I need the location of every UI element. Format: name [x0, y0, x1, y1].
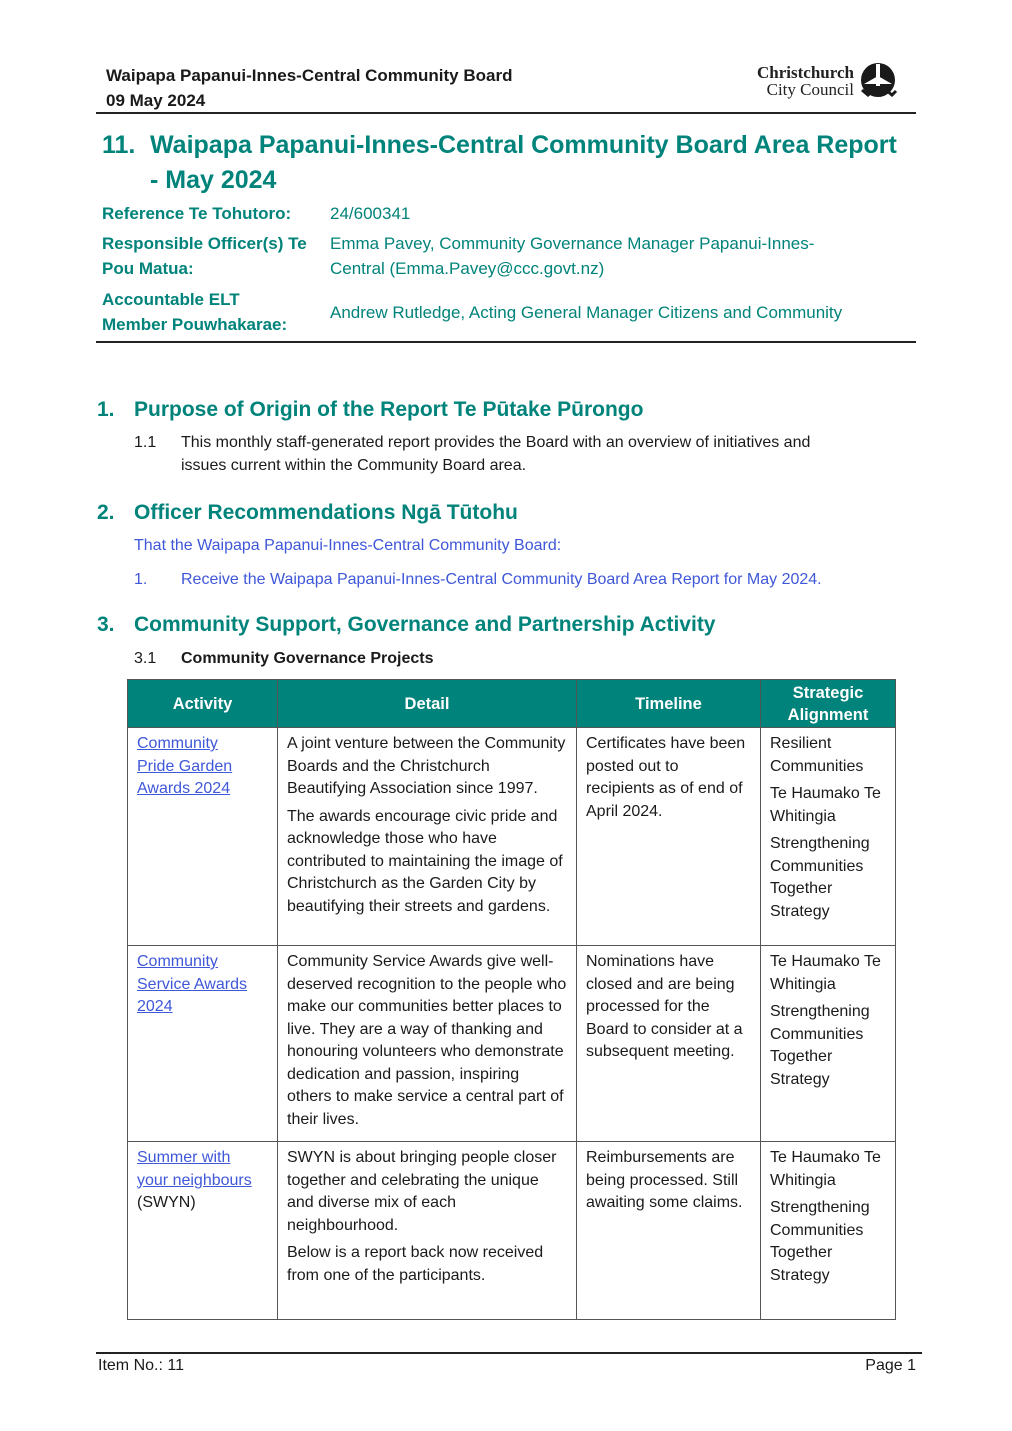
- table-row: [128, 728, 896, 946]
- officer-label-1: Responsible Officer(s) Te: [102, 234, 307, 253]
- alignment-item: Te Haumako Te Whitingia: [770, 785, 881, 825]
- detail-paragraph: Community Service Awards give well-deserved recognition to the people who make our communities better places to live. They are a way of thanking and honouring volunteers who demonstrate dedication and passion, inspiring others to make service a central part of their lives.: [287, 953, 567, 1128]
- header-activity: Activity: [128, 680, 278, 728]
- recommendation-number: 1.: [134, 571, 148, 588]
- officer-value-1: Emma Pavey, Community Governance Manager Papanui-Innes-: [330, 234, 815, 253]
- meeting-date: 09 May 2024: [106, 91, 206, 110]
- subsection-3-1-number: 3.1: [134, 650, 157, 667]
- section-3-number: 3.: [97, 613, 115, 636]
- item-1-1-line-1: This monthly staff-generated report provides the Board with an overview of initiatives and: [181, 434, 811, 451]
- page-header: [96, 62, 916, 114]
- report-title-line-2: - May 2024: [150, 166, 277, 194]
- section-2-number: 2.: [97, 501, 115, 524]
- logo-line-1: Christchurch: [757, 63, 854, 82]
- timeline-cell: Nominations have closed and are being processed for the Board to consider at a subsequent meeting.: [577, 946, 761, 1142]
- detail-cell: [278, 728, 577, 946]
- section-3-title: Community Support, Governance and Partnership Activity: [134, 613, 716, 636]
- elt-value: Andrew Rutledge, Acting General Manager Citizens and Community: [330, 303, 843, 322]
- governance-projects-table: [127, 679, 896, 1320]
- elt-label-2: Member Pouwhakarae:: [102, 315, 288, 334]
- item-1-1-number: 1.1: [134, 434, 157, 451]
- report-metadata: [96, 198, 916, 343]
- alignment-cell: [761, 946, 896, 1142]
- alignment-item: Strengthening Communities Together Strategy: [770, 1003, 870, 1088]
- section-2-heading: [97, 499, 518, 527]
- officer-value-2: Central (Emma.Pavey@ccc.govt.nz): [330, 259, 605, 278]
- item-number: Item No.: 11: [98, 1357, 184, 1374]
- header-detail: Detail: [278, 680, 577, 728]
- detail-paragraph: Below is a report back now received from one of the participants.: [287, 1244, 544, 1284]
- detail-cell: [278, 946, 577, 1142]
- header-strategic-line-2: Alignment: [787, 705, 869, 724]
- cathedral-logo-icon: [858, 62, 898, 102]
- recommendation-text: Receive the Waipapa Papanui-Innes-Central Community Board Area Report for May 2024.: [181, 571, 822, 588]
- activity-cell: [128, 946, 278, 1142]
- board-name: Waipapa Papanui-Innes-Central Community Board: [106, 66, 513, 85]
- section-1-title: Purpose of Origin of the Report Te Pūtake Pūrongo: [134, 398, 644, 421]
- logo-line-2: City Council: [766, 80, 854, 99]
- activity-link-line-2[interactable]: Pride Garden: [137, 757, 233, 775]
- activity-link-line-3[interactable]: Awards 2024: [137, 780, 231, 797]
- elt-label-1: Accountable ELT: [102, 290, 240, 309]
- activity-link-line-1[interactable]: Community: [137, 735, 218, 752]
- table-header-row: [128, 680, 896, 728]
- page-footer: [96, 1352, 922, 1376]
- detail-cell: [278, 1142, 577, 1320]
- detail-paragraph: The awards encourage civic pride and acknowledge those who have contributed to maintaining the image of Christchurch as the Garden City by beautifying their streets and gardens.: [287, 807, 563, 915]
- item-1-1-line-2: issues current within the Community Board area.: [181, 457, 527, 474]
- activity-cell: [128, 728, 278, 946]
- report-title-line-1: Waipapa Papanui-Innes-Central Community Board Area Report: [150, 131, 897, 159]
- activity-suffix: (SWYN): [137, 1194, 196, 1211]
- activity-link-line-1[interactable]: Summer with: [137, 1149, 231, 1166]
- alignment-cell: [761, 728, 896, 946]
- activity-cell: [128, 1142, 278, 1320]
- alignment-item: Strengthening Communities Together Strategy: [770, 835, 870, 920]
- officer-label-2: Pou Matua:: [102, 259, 194, 278]
- alignment-cell: [761, 1142, 896, 1320]
- section-1-number: 1.: [97, 398, 115, 421]
- header-strategic-line-1: Strategic: [792, 683, 864, 702]
- alignment-item: Te Haumako Te Whitingia: [770, 953, 881, 993]
- header-strategic-alignment: [761, 680, 896, 728]
- alignment-item: Resilient Communities: [770, 735, 864, 775]
- section-1-heading: [97, 396, 643, 424]
- alignment-item: Te Haumako Te Whitingia: [770, 1149, 881, 1189]
- header-timeline: Timeline: [577, 680, 761, 728]
- activity-link-line-3[interactable]: 2024: [137, 998, 173, 1015]
- item-1-1-text: [181, 431, 901, 477]
- timeline-cell: Certificates have been posted out to recipients as of end of April 2024.: [577, 728, 761, 946]
- activity-link-line-2[interactable]: your neighbours: [137, 1171, 252, 1189]
- detail-paragraph: SWYN is about bringing people closer together and celebrating the unique and diverse mix of each neighbourhood.: [287, 1149, 557, 1234]
- activity-link-line-2[interactable]: Service Awards: [137, 975, 247, 993]
- section-3-heading: [97, 611, 716, 639]
- subsection-3-1-title: Community Governance Projects: [181, 650, 434, 667]
- alignment-item: Strengthening Communities Together Strategy: [770, 1199, 870, 1284]
- recommendation-intro: That the Waipapa Papanui-Innes-Central Community Board:: [134, 537, 562, 554]
- reference-value: 24/600341: [330, 204, 411, 223]
- section-2-title: Officer Recommendations Ngā Tūtohu: [134, 501, 518, 524]
- detail-paragraph: A joint venture between the Community Boards and the Christchurch Beautifying Association since 1997.: [287, 735, 566, 797]
- page-number: Page 1: [865, 1357, 916, 1374]
- report-number: 11.: [102, 131, 136, 159]
- table-row: [128, 946, 896, 1142]
- timeline-cell: Reimbursements are being processed. Still awaiting some claims.: [577, 1142, 761, 1320]
- report-title: [102, 128, 922, 198]
- reference-label: Reference Te Tohutoro:: [102, 204, 292, 223]
- table-row: [128, 1142, 896, 1320]
- activity-link-line-1[interactable]: Community: [137, 953, 218, 970]
- council-logo: [738, 62, 898, 106]
